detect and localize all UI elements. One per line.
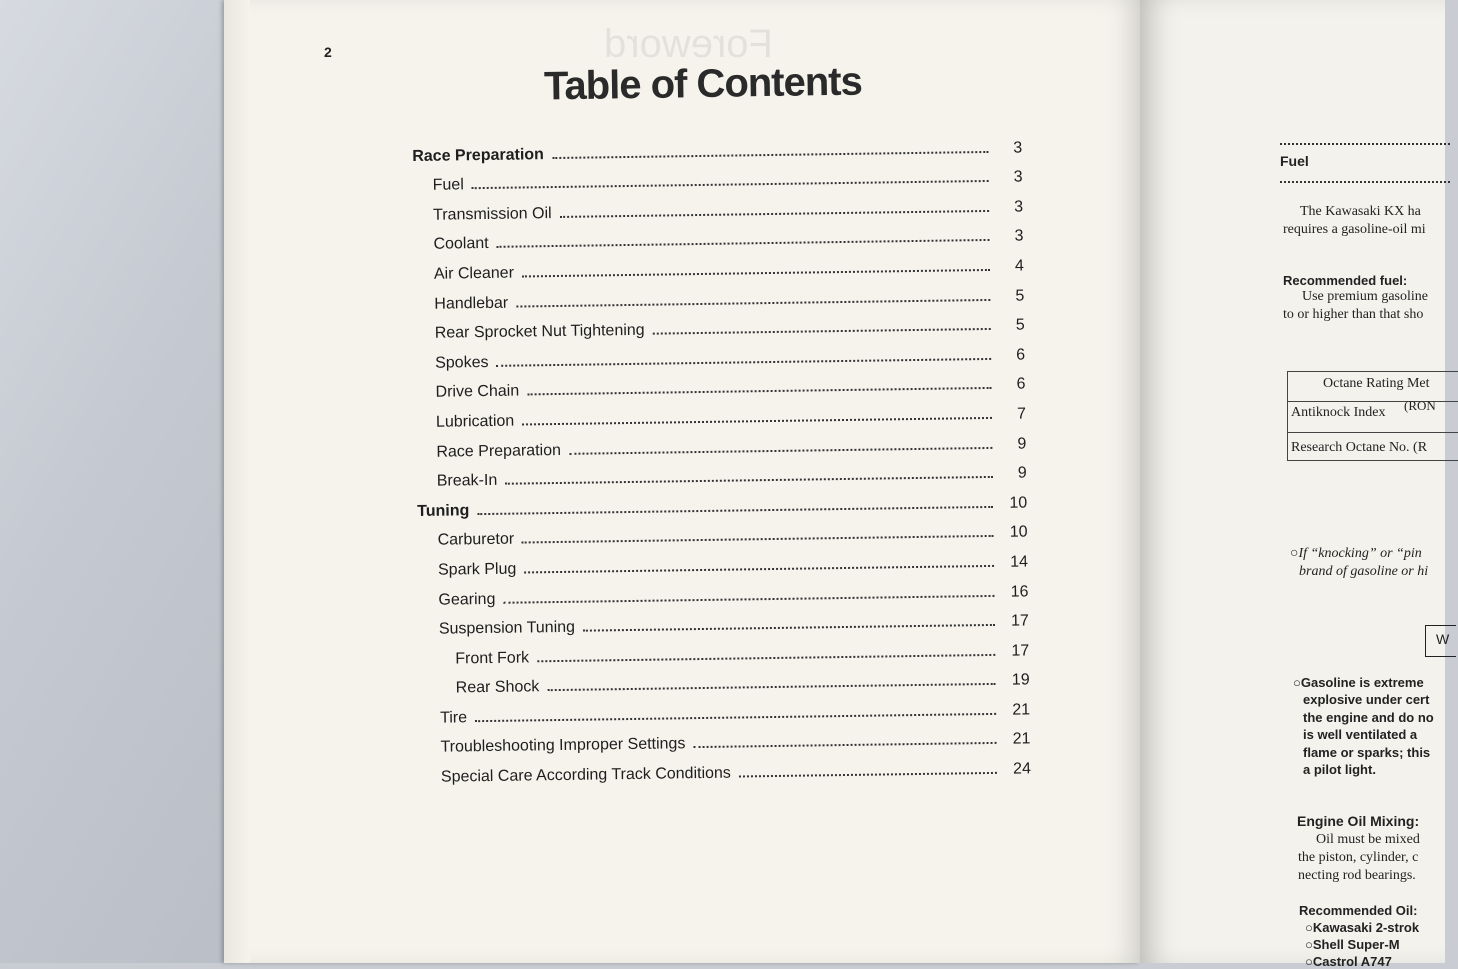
- list-item: ○Kawasaki 2-strok: [1305, 920, 1420, 935]
- toc-entry-page: 19: [1011, 671, 1030, 689]
- toc-entry-label: Rear Sprocket Nut Tightening: [434, 321, 645, 342]
- dot-leader: [693, 741, 996, 748]
- toc-entry-label: Spark Plug: [437, 560, 517, 579]
- toc-entry-label: Break-In: [436, 471, 498, 490]
- toc-entry-page: 3: [1013, 168, 1023, 186]
- toc-entry-label: Race Preparation: [412, 145, 544, 165]
- toc-entry-page: 21: [1012, 730, 1031, 749]
- note-text: brand of gasoline or hi: [1299, 564, 1429, 579]
- warning-text: explosive under cert: [1303, 692, 1430, 707]
- dot-leader: [583, 623, 995, 632]
- toc-entry-label: Lubrication: [435, 412, 515, 431]
- body-text: Oil must be mixed: [1316, 832, 1420, 847]
- toc-entry-page: 4: [1014, 257, 1024, 275]
- toc-entry-page: 3: [1013, 139, 1023, 157]
- toc-entry-page: 24: [1012, 760, 1032, 778]
- toc-entry-label: Suspension Tuning: [438, 618, 576, 638]
- page-title: Table of Contents: [543, 59, 863, 109]
- dotted-rule: [1280, 181, 1450, 183]
- body-text: Use premium gasoline: [1302, 289, 1428, 304]
- toc-entry-page: 5: [1015, 316, 1025, 334]
- toc-entry-label: Transmission Oil: [432, 204, 552, 224]
- toc-entry-page: 17: [1011, 642, 1030, 660]
- table-of-contents: [412, 127, 1031, 787]
- toc-entry-label: Troubleshooting Improper Settings: [440, 735, 686, 757]
- toc-entry-page: 16: [1010, 582, 1029, 601]
- toc-entry-page: 9: [1017, 464, 1027, 482]
- toc-entry-page: 3: [1014, 198, 1024, 216]
- left-page: [224, 0, 1140, 963]
- toc-entry-label: Race Preparation: [436, 441, 562, 461]
- toc-entry-label: Carburetor: [437, 530, 515, 549]
- table-cell: (RON: [1404, 398, 1436, 413]
- table-cell: Antiknock Index: [1291, 405, 1386, 420]
- toc-entry-label: Drive Chain: [435, 382, 520, 402]
- toc-entry-page: 10: [1009, 523, 1028, 542]
- page-number: 2: [324, 44, 332, 60]
- table-header: Octane Rating Met: [1323, 376, 1430, 391]
- toc-entry-label: Tire: [440, 709, 468, 727]
- page-edge: [224, 0, 250, 963]
- desk-background: [0, 0, 240, 963]
- toc-entry-page: 9: [1017, 434, 1027, 453]
- dot-leader: [552, 150, 988, 159]
- toc-entry-label: Tuning: [417, 501, 470, 520]
- toc-entry-label: Fuel: [432, 176, 464, 194]
- dot-leader: [653, 327, 991, 335]
- warning-text: is well ventilated a: [1303, 727, 1418, 742]
- toc-entry-label: Air Cleaner: [433, 264, 515, 283]
- body-text: The Kawasaki KX ha: [1300, 204, 1421, 219]
- body-text: requires a gasoline-oil mi: [1283, 222, 1426, 237]
- toc-entry-label: Spokes: [435, 353, 489, 372]
- subheading: Recommended fuel:: [1283, 273, 1408, 288]
- warning-text: ○Gasoline is extreme: [1293, 675, 1424, 690]
- toc-entry-page: 17: [1010, 612, 1029, 630]
- bleed-through-title: Foreword: [604, 22, 773, 66]
- toc-entry-label: Front Fork: [455, 649, 530, 668]
- toc-entry-page: 7: [1016, 405, 1027, 423]
- toc-entry-page: 6: [1016, 346, 1026, 364]
- toc-entry-page: 6: [1016, 375, 1026, 393]
- body-text: necting rod bearings.: [1298, 868, 1416, 883]
- warning-text: a pilot light.: [1303, 762, 1376, 777]
- table-cell: Research Octane No. (R: [1291, 440, 1428, 455]
- note-text: ○If “knocking” or “pin: [1290, 546, 1422, 561]
- toc-entry-label: Special Care According Track Conditions: [440, 764, 731, 786]
- toc-entry-page: 3: [1014, 227, 1024, 245]
- toc-entry-page: 5: [1015, 287, 1025, 305]
- list-item: ○Shell Super-M: [1305, 937, 1400, 952]
- right-page: [1140, 0, 1450, 969]
- toc-entry-page: 14: [1010, 553, 1029, 571]
- warning-text: flame or sparks; this: [1303, 745, 1431, 760]
- subheading: Recommended Oil:: [1299, 903, 1418, 918]
- toc-entry-label: Rear Shock: [455, 678, 540, 697]
- dot-leader: [547, 682, 995, 691]
- toc-entry-label: Coolant: [433, 235, 489, 254]
- dot-leader: [569, 445, 992, 454]
- warning-text: the engine and do no: [1303, 710, 1434, 725]
- warning-label: W: [1436, 631, 1450, 647]
- subheading: Engine Oil Mixing:: [1297, 813, 1420, 829]
- toc-entry-page: 21: [1012, 701, 1031, 719]
- dotted-rule: [1280, 143, 1450, 145]
- body-text: to or higher than that sho: [1283, 307, 1424, 322]
- body-text: the piston, cylinder, c: [1298, 850, 1419, 865]
- section-heading: Fuel: [1280, 153, 1309, 169]
- list-item: ○Castrol A747: [1305, 954, 1392, 969]
- dot-leader: [739, 771, 997, 778]
- dot-leader: [560, 209, 989, 218]
- toc-entry-label: Gearing: [438, 590, 496, 609]
- toc-entry-label: Handlebar: [434, 294, 509, 313]
- toc-entry-page: 10: [1009, 494, 1028, 512]
